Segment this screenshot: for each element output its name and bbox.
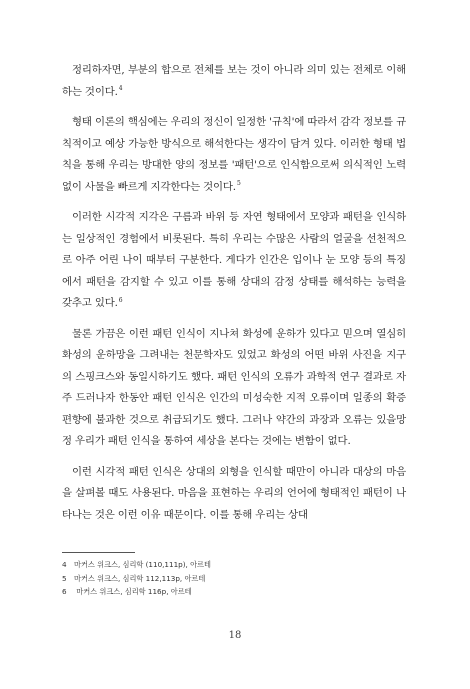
paragraph-text: 물론 가끔은 이런 패턴 인식이 지나쳐 화성에 운하가 있다고 믿으며 열심히 화성의 운하망을 그려내는 천문학자도 있었고 화성의 어떤 바위 사진을 지구의 스핑크스와 동일시하기도 했다. 패턴 인식의 오류가 과학적 연구 결과로 자주 드러나자 한동안 패턴 인식은 인간의 미성숙한 지적 오류이며 일종의 확증편향에 불과한 것으로 취급되기도 했다. 그러나 약간의 과장과 오류는 있을망정 우리가 패턴 인식을 통하여 세상을 본다는 것에는 변함이 없다. — [62, 327, 406, 447]
footnote-number: 5 — [62, 573, 67, 583]
footnote-ref: 5 — [236, 180, 241, 188]
footnotes — [62, 558, 406, 599]
paragraph-1 — [62, 60, 406, 103]
paragraph-5 — [62, 462, 406, 527]
footnote-ref: 4 — [118, 85, 123, 93]
paragraph-3 — [62, 207, 406, 315]
paragraph-text: 정리하자면, 부분의 합으로 전체를 보는 것이 아니라 의미 있는 전체로 이해하는 것이다. — [62, 64, 406, 98]
paragraph-text: 형태 이론의 핵심에는 우리의 정신이 일정한 '규칙'에 따라서 감각 정보를 규칙적이고 예상 가능한 방식으로 해석한다는 생각이 담겨 있다. 이러한 형태 법칙을 통해 우리는 방대한 양의 정보를 '패턴'으로 인식함으로써 의식적인 노력 없이 사물을 빠르게 지각한다는 것이다. — [62, 116, 406, 193]
footnote-item — [62, 558, 406, 572]
paragraph-text: 이런 시각적 패턴 인식은 상대의 외형을 인식할 때만이 아니라 대상의 마음을 살펴볼 때도 사용된다. 마음을 표현하는 우리의 언어에 형태적인 패턴이 나타나는 것은 이런 이유 때문이다. 이를 통해 우리는 상대 — [62, 465, 406, 521]
footnote-text: 마커스 위크스, 심리학 116p, 아르테 — [74, 587, 192, 596]
footnote-text: 마커스 위크스, 심리학 (110,111p), 아르테 — [74, 560, 211, 569]
footnote-number: 4 — [62, 560, 67, 569]
footnote-divider — [62, 552, 135, 553]
footnote-item — [62, 585, 406, 599]
footnote-ref: 6 — [118, 296, 123, 304]
body-text — [62, 60, 406, 535]
page-number: 18 — [228, 630, 242, 641]
footnote-item — [62, 572, 406, 586]
paragraph-text: 이러한 시각적 지각은 구름과 바위 등 자연 형태에서 모양과 패턴을 인식하는 일상적인 경험에서 비롯된다. 특히 우리는 수많은 사람의 얼굴을 선천적으로 아주 어린 나이 때부터 구분한다. 게다가 인간은 입이나 눈 모양 등의 특징에서 패턴을 감지할 수 있고 이를 통해 상대의 감정 상태를 해석하는 능력을 갖추고 있다. — [62, 211, 406, 309]
footnote-number: 6 — [62, 587, 67, 596]
paragraph-2 — [62, 112, 406, 198]
footnote-text: 마커스 위크스, 심리학 112,113p, 아르테 — [74, 573, 206, 583]
paragraph-4 — [62, 324, 406, 453]
